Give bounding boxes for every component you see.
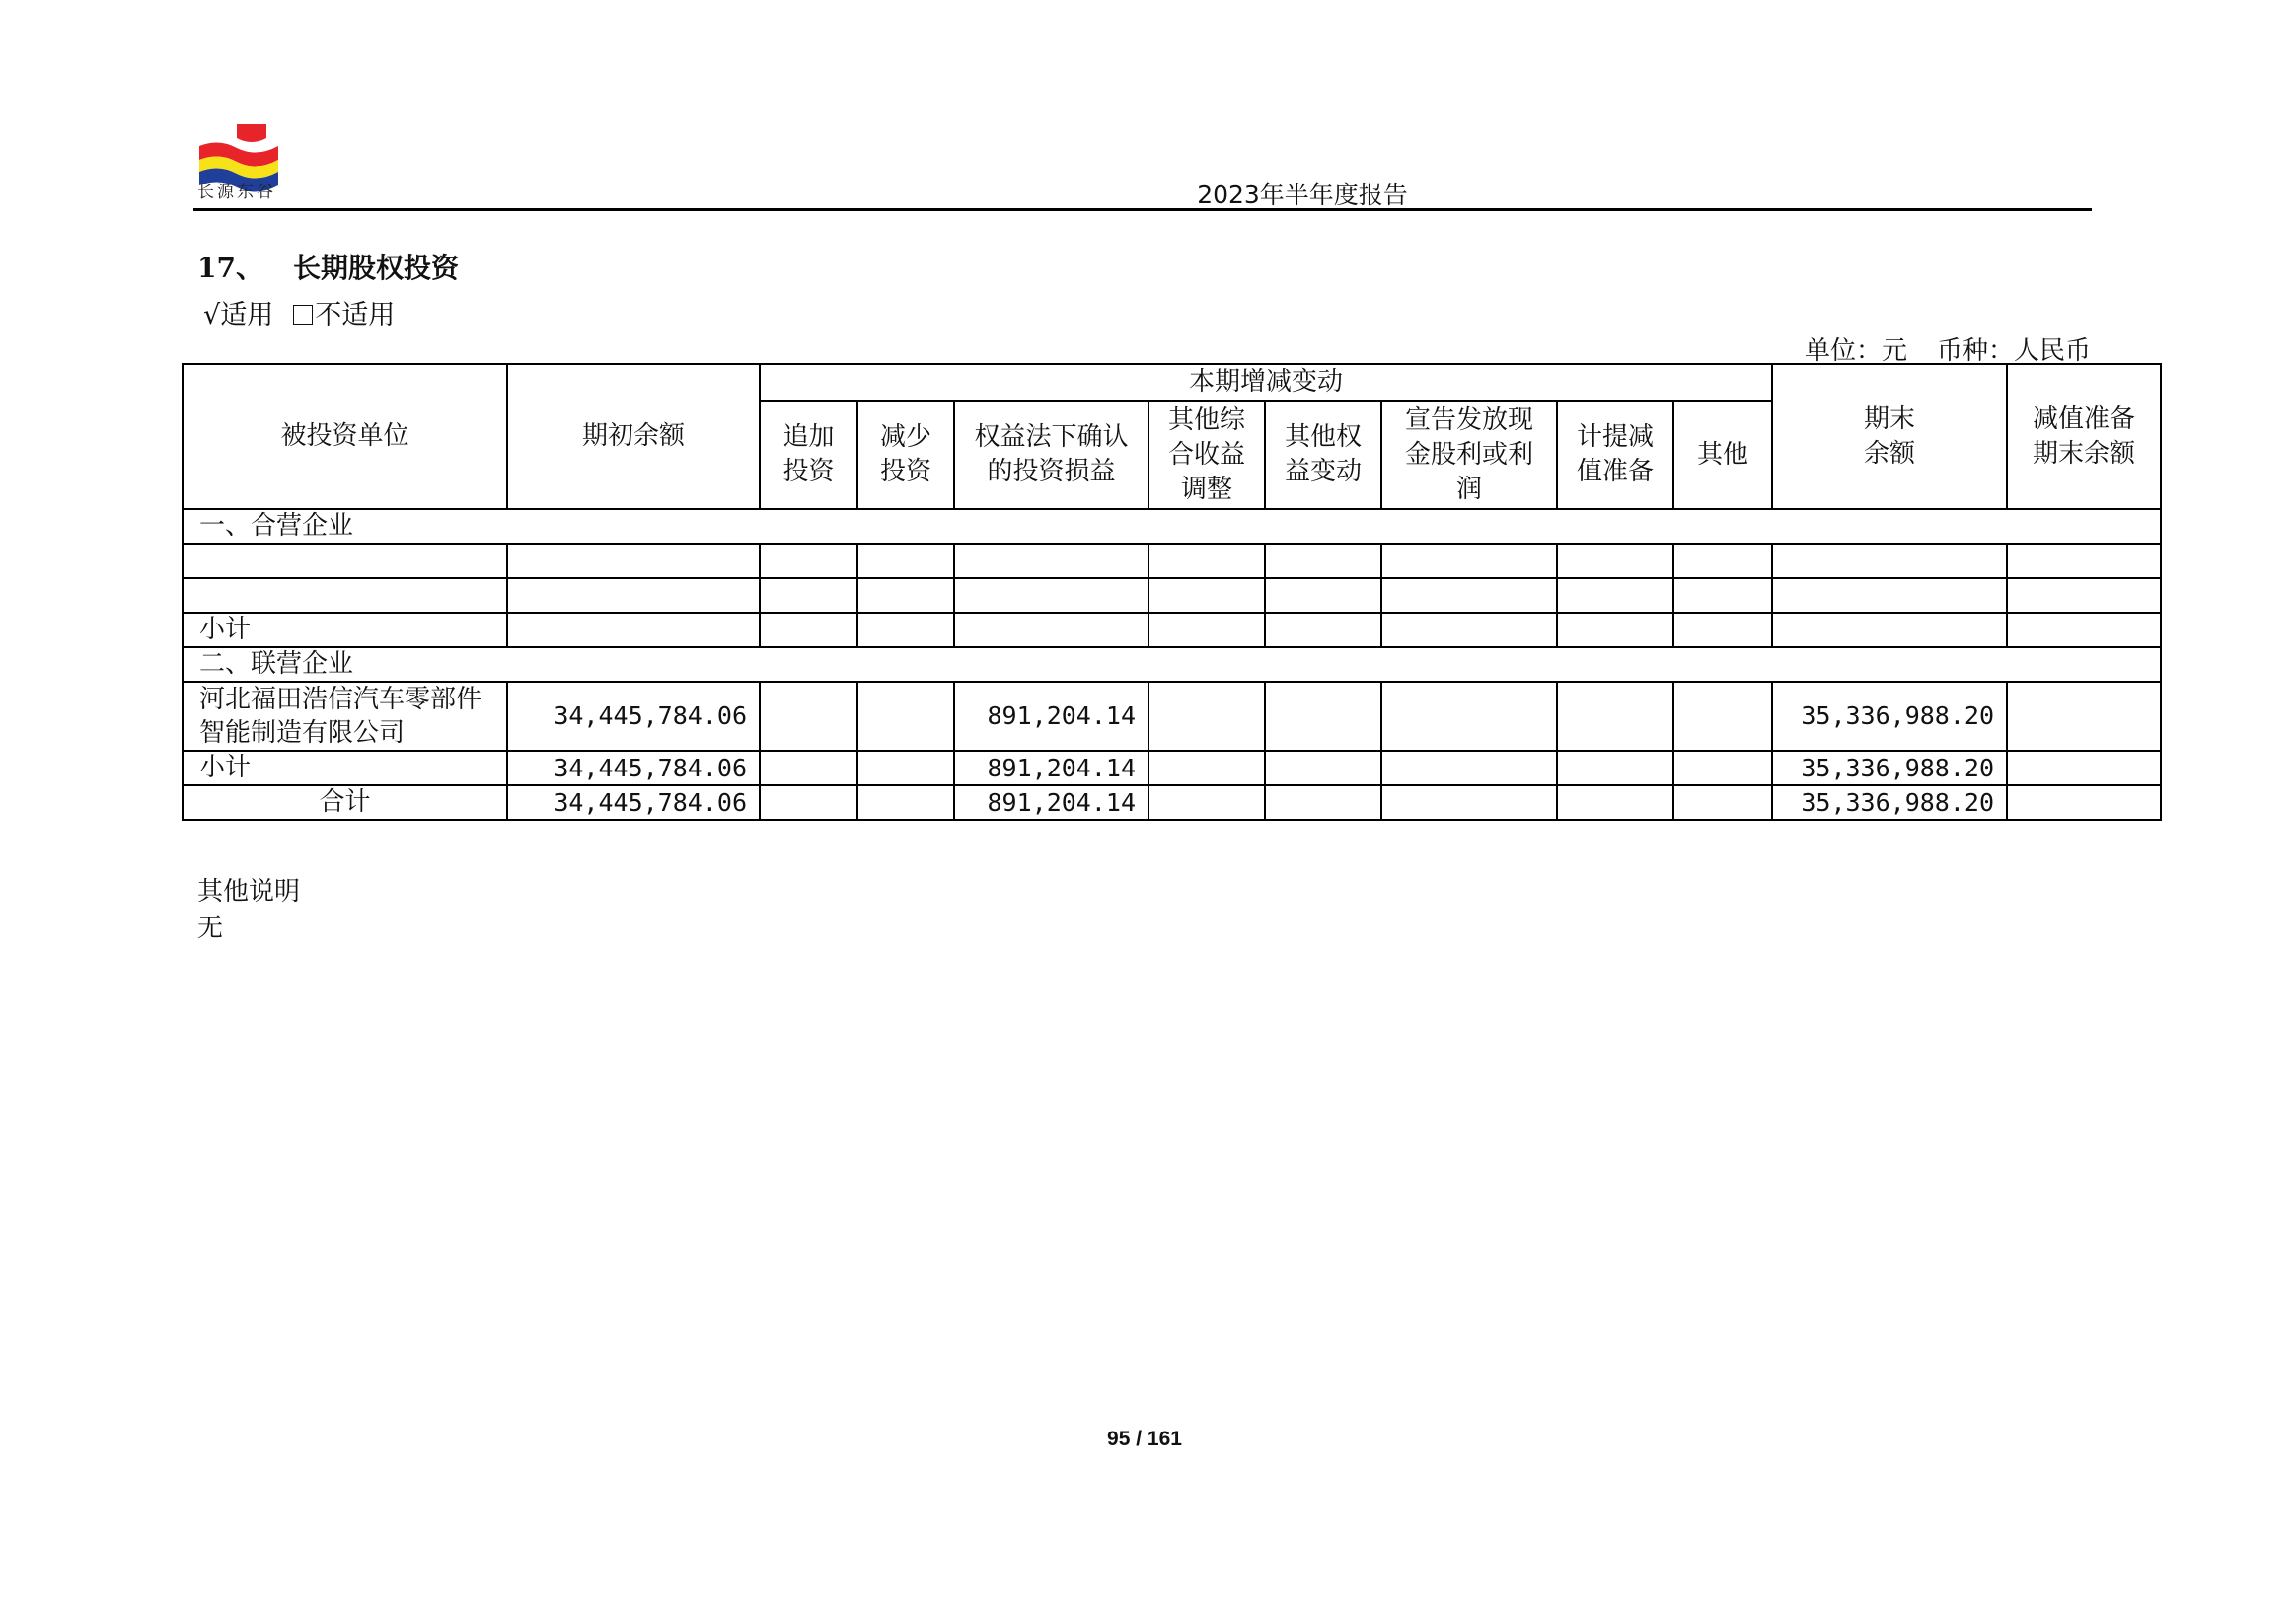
table-row: [183, 544, 2161, 578]
section-title-text: 长期股权投资: [292, 252, 459, 284]
other-value: [1673, 682, 1772, 751]
section-title: [197, 247, 459, 286]
subtotal-label: 小计: [183, 751, 507, 785]
header-equity-method-gain: 权益法下确认的投资损益: [954, 401, 1148, 509]
other-notes: [197, 874, 300, 947]
header-closing-balance: 期末余额: [1772, 364, 2007, 509]
investee-name: 河北福田浩信汽车零部件智能制造有限公司: [183, 682, 507, 751]
declared-dividends-value: [1381, 682, 1557, 751]
associate-label: 二、联营企业: [183, 647, 2161, 682]
table-row: [183, 578, 2161, 613]
closing-balance-value: 35,336,988.20: [1772, 682, 2007, 751]
total-opening-balance: 34,445,784.06: [507, 785, 760, 820]
header-other-comprehensive-income: 其他综合收益调整: [1148, 401, 1265, 509]
header-other: 其他: [1673, 401, 1772, 509]
other-equity-change-value: [1265, 682, 1381, 751]
reduced-investment-value: [857, 682, 954, 751]
associate-subtotal-row: [183, 751, 2161, 785]
header-investee: 被投资单位: [183, 364, 507, 509]
header-opening-balance: 期初余额: [507, 364, 760, 509]
table-header-row: [183, 364, 2161, 401]
header-reduced-investment: 减少投资: [857, 401, 954, 509]
long-term-equity-investment-table: [182, 363, 2162, 821]
table-row: [183, 682, 2161, 751]
total-row: [183, 785, 2161, 820]
joint-venture-subtotal-row: [183, 613, 2161, 647]
impairment-provision-value: [1557, 682, 1673, 751]
section-number: 17、: [197, 252, 263, 284]
notes-content: 无: [197, 914, 224, 943]
currency-label: 币种：人民币: [1936, 336, 2091, 366]
header-divider: [193, 208, 2092, 211]
header-period-change: 本期增减变动: [760, 364, 1772, 401]
unit-currency-line: [1805, 331, 2091, 367]
total-equity-method-gain: 891,204.14: [954, 785, 1148, 820]
logo-text: 长源东谷: [197, 183, 276, 202]
other-comprehensive-income-value: [1148, 682, 1265, 751]
total-closing-balance: 35,336,988.20: [1772, 785, 2007, 820]
additional-investment-value: [760, 682, 857, 751]
applicable-label: √适用: [203, 300, 274, 331]
associate-section-row: [183, 647, 2161, 682]
equity-method-gain-value: 891,204.14: [954, 682, 1148, 751]
page-number: 95 / 161: [1107, 1428, 1182, 1450]
header-other-equity-change: 其他权益变动: [1265, 401, 1381, 509]
checkbox-icon: [293, 305, 313, 325]
subtotal-closing-balance: 35,336,988.20: [1772, 751, 2007, 785]
subtotal-equity-method-gain: 891,204.14: [954, 751, 1148, 785]
unit-label: 单位：元: [1804, 336, 1907, 366]
header-declared-dividends: 宣告发放现金股利或利润: [1381, 401, 1557, 509]
header-impairment-provision: 计提减值准备: [1557, 401, 1673, 509]
subtotal-opening-balance: 34,445,784.06: [507, 751, 760, 785]
opening-balance-value: 34,445,784.06: [507, 682, 760, 751]
joint-venture-label: 一、合营企业: [183, 509, 2161, 544]
applicability-line: [203, 293, 395, 331]
not-applicable-label: 不适用: [315, 300, 396, 331]
total-label: 合计: [183, 785, 507, 820]
report-title: 2023年半年度报告: [1197, 181, 1408, 209]
header-additional-investment: 追加投资: [760, 401, 857, 509]
joint-venture-section-row: [183, 509, 2161, 544]
header-impairment-closing: 减值准备期末余额: [2007, 364, 2161, 509]
subtotal-label: 小计: [183, 613, 507, 647]
impairment-closing-value: [2007, 682, 2161, 751]
notes-title: 其他说明: [197, 877, 301, 907]
